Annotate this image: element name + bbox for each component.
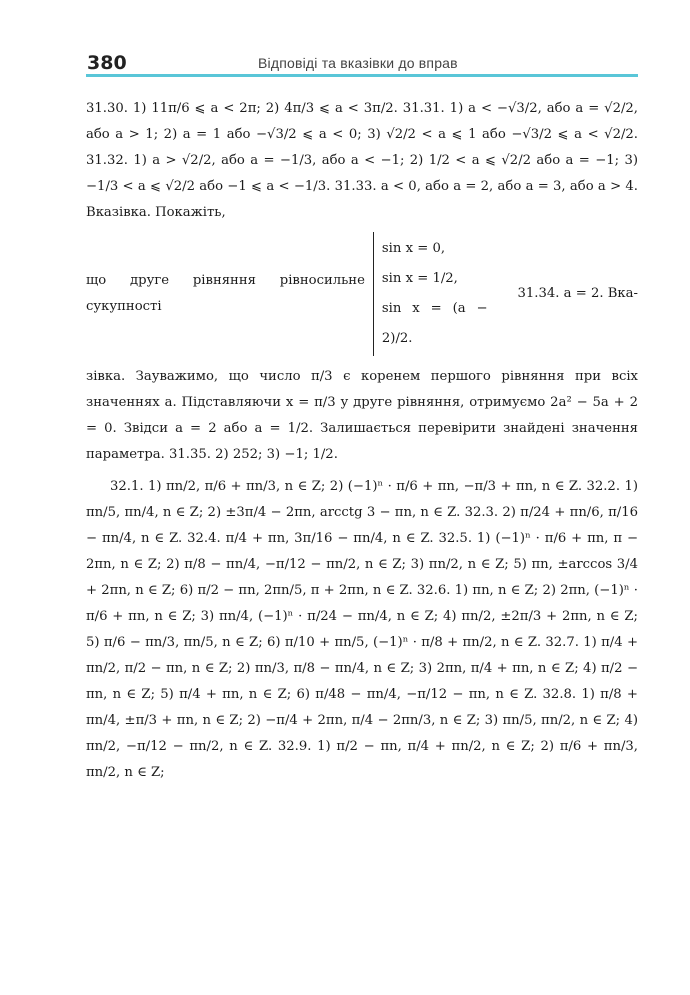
header-rule	[86, 74, 638, 77]
answers-paragraph-hint: зівка. Зауважимо, що число π/3 є коренем першого рівняння при всіх значеннях a. Підставляючи x = π/3 у друге рівняння, отримуємо 2a² − 5a + 2 = 0. Звідси a = 2 або a = 1/2. Залишається перевірити знайдені значення параметра. 31.35. 2) 252; 3) −1; 1/2.	[86, 369, 638, 462]
system-line-3: sin x = (a − 2)/2.	[381, 301, 488, 346]
answers-paragraph-32: 32.1. 1) πn/2, π/6 + πn/3, n ∈ Z; 2) (−1)ⁿ · π/6 + πn, −π/3 + πn, n ∈ Z. 32.2. 1) πn/5, πn/4, n ∈ Z; 2) ±3π/4 − 2πn, arcctg 3 − πn, n ∈ Z. 32.3. 2) π/24 + πn/6, π/16 − πn/4, n ∈ Z. 32.4. π/4 + πn, 3π/16 − πn/4, n ∈ Z. 32.5. 1) (−1)ⁿ · π/6 + πn, π − 2πn, n ∈ Z; 2) π/8 − πn/4, −π/12 − πn/2, n ∈ Z; 3) πn/2, n ∈ Z; 5) πn, ±arccos 3/4 + 2πn, n ∈ Z; 6) π/2 − πn, 2πn/5, π + 2πn, n ∈ Z. 32.6. 1) πn, n ∈ Z; 2) 2πn, (−1)ⁿ · π/6 + πn, n ∈ Z; 3) πn/4, (−1)ⁿ · π/24 − πn/4, n ∈ Z; 4) πn/2, ±2π/3 + 2πn, n ∈ Z; 5) π/6 − πn/3, πn/5, n ∈ Z; 6) π/10 + πn/5, (−1)ⁿ · π/8 + πn/2, n ∈ Z. 32.7. 1) π/4 + πn/2, π/2 − πn, n ∈ Z; 2) πn/3, π/8 − πn/4, n ∈ Z; 3) 2πn, π/4 + πn, n ∈ Z; 4) π/2 − πn, n ∈ Z; 5) π/4 + πn, n ∈ Z; 6) π/48 − πn/4, −π/12 − πn, n ∈ Z. 32.8. 1) π/8 + πn/4, ±π/3 + πn, n ∈ Z; 2) −π/4 + 2πn, π/4 − 2πn/3, n ∈ Z; 3) πn/5, πn/2, n ∈ Z; 4) πn/2, −π/12 − πn/2, n ∈ Z. 32.9. 1) π/2 − πn, π/4 + πn/2, n ∈ Z; 2) π/6 + πn/3, πn/2, n ∈ Z;	[86, 479, 638, 780]
page-number: 380	[87, 52, 127, 74]
equation-system	[373, 232, 496, 356]
system-tail-text: 31.34. a = 2. Вка-	[517, 286, 638, 301]
answers-content	[86, 96, 638, 792]
system-line-1: sin x = 0,	[381, 241, 446, 256]
system-line-2: sin x = 1/2,	[381, 271, 458, 286]
system-lead-text: що друге рівняння рівносильне сукупності	[86, 273, 365, 314]
answers-paragraph-31-30: 31.30. 1) 11π/6 ⩽ a < 2π; 2) 4π/3 ⩽ a < 3π/2. 31.31. 1) a < −√3/2, або a = √2/2, або a > 1; 2) a = 1 або −√3/2 ⩽ a < 0; 3) √2/2 < a ⩽ 1 або −√3/2 ⩽ a < √2/2. 31.32. 1) a > √2/2, або a = −1/3, або a < −1; 2) 1/2 < a ⩽ √2/2 або a = −1; 3) −1/3 < a ⩽ √2/2 або −1 ⩽ a < −1/3. 31.33. a < 0, або a = 2, або a = 3, або a > 4. Вказівка. Покажіть,	[86, 101, 638, 220]
equation-system-row	[86, 232, 638, 356]
running-title: Відповіді та вказівки до вправ	[258, 55, 458, 71]
